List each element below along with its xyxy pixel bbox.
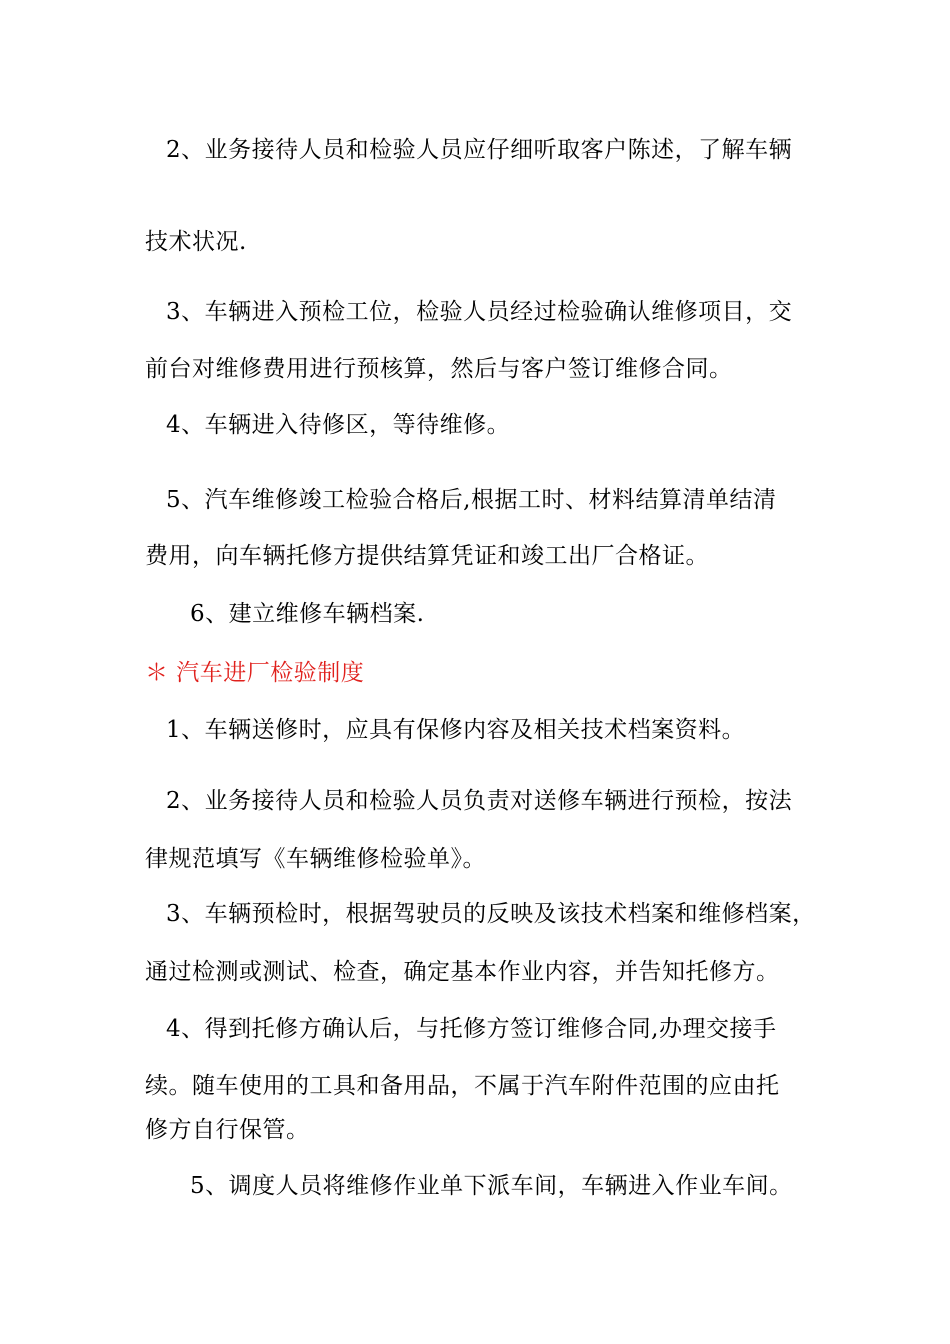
section-b-item4-line2: 续。随车使用的工具和备用品，不属于汽车附件范围的应由托: [145, 1073, 780, 1099]
section-a-item6: 6、建立维修车辆档案.: [190, 601, 425, 627]
section-b-item4-line3: 修方自行保管。: [145, 1117, 310, 1143]
section-b-item2-line2: 律规范填写《车辆维修检验单》。: [145, 846, 486, 872]
section-b-item1: 1、车辆送修时，应具有保修内容及相关技术档案资料。: [166, 717, 746, 743]
section-a-item3-line1: 3、车辆进入预检工位，检验人员经过检验确认维修项目，交: [166, 299, 793, 325]
section-heading: ＊ 汽车进厂检验制度: [145, 660, 365, 686]
section-a-item4: 4、车辆进入待修区，等待维修。: [166, 412, 511, 438]
section-b-item2-line1: 2、业务接待人员和检验人员负责对送修车辆进行预检，按法: [166, 788, 793, 814]
section-a-item3-line2: 前台对维修费用进行预核算，然后与客户签订维修合同。: [145, 356, 733, 382]
section-b-item4-line1: 4、得到托修方确认后，与托修方签订维修合同,办理交接手: [166, 1016, 777, 1042]
section-a-item5-line2: 费用，向车辆托修方提供结算凭证和竣工出厂合格证。: [145, 543, 709, 569]
section-b-item3-line2: 通过检测或测试、检查，确定基本作业内容，并告知托修方。: [145, 959, 780, 985]
section-b-item3-line1: 3、车辆预检时，根据驾驶员的反映及该技术档案和维修档案，: [166, 901, 816, 927]
section-b-item5: 5、调度人员将维修作业单下派车间，车辆进入作业车间。: [190, 1173, 793, 1199]
section-a-item5-line1: 5、汽车维修竣工检验合格后,根据工时、材料结算清单结清: [166, 487, 777, 513]
section-a-item2-line2: 技术状况.: [145, 229, 247, 255]
section-a-item2-line1: 2、业务接待人员和检验人员应仔细听取客户陈述，了解车辆: [166, 137, 793, 163]
